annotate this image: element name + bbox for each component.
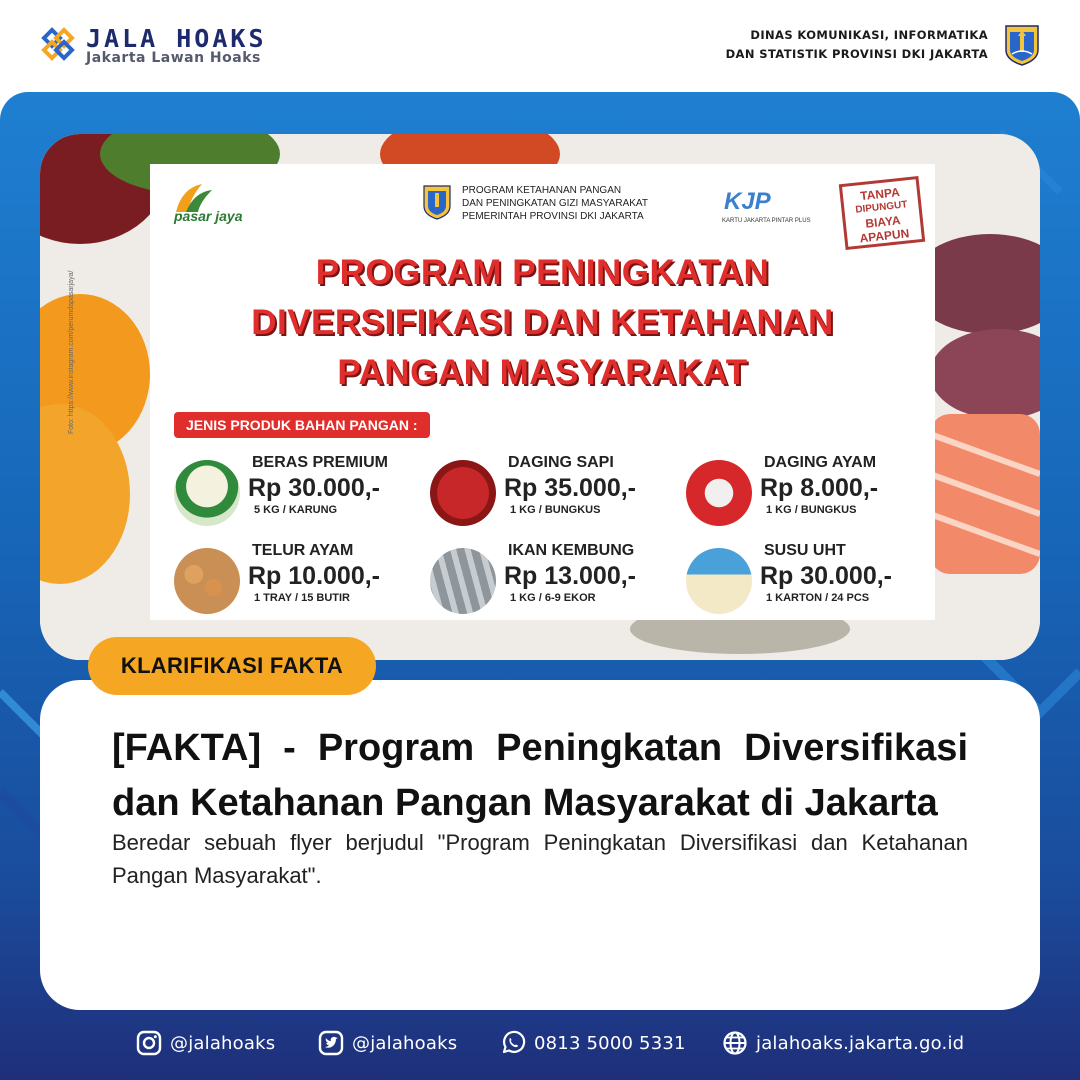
whatsapp-icon <box>500 1030 526 1056</box>
twitter-handle: @jalahoaks <box>352 1032 458 1054</box>
stamp-line-1: TANPA <box>859 185 901 204</box>
stamp-line-4: APAPUN <box>858 226 910 246</box>
product-price: Rp 13.000,- <box>504 562 637 590</box>
product-item <box>686 542 936 622</box>
instagram-icon <box>136 1030 162 1056</box>
headline-line-3: PANGAN MASYARAKAT <box>337 353 748 392</box>
twitter-icon <box>318 1030 344 1056</box>
pasar-jaya-label: pasar jaya <box>174 208 243 224</box>
header <box>0 0 1080 92</box>
stamp-line-2: DIPUNGUT <box>854 199 908 216</box>
dki-emblem-icon <box>422 184 452 220</box>
eggs-image <box>174 548 240 614</box>
headline-line-1: PROGRAM PENINGKATAN <box>315 253 770 292</box>
agency-name <box>726 26 988 64</box>
free-of-charge-stamp <box>839 176 925 250</box>
product-price: Rp 35.000,- <box>504 474 637 502</box>
product-name: DAGING SAPI <box>508 454 614 471</box>
flyer-photo <box>40 134 1040 660</box>
clarification-badge: KLARIFIKASI FAKTA <box>88 637 376 695</box>
product-unit: 1 KARTON / 24 PCS <box>766 592 870 604</box>
kjp-subtitle: KARTU JAKARTA PINTAR PLUS <box>722 218 811 224</box>
website-url: jalahoaks.jakarta.go.id <box>756 1032 965 1054</box>
product-name: DAGING AYAM <box>764 454 877 471</box>
whatsapp-link[interactable] <box>500 1030 686 1056</box>
product-unit: 1 KG / 6-9 EKOR <box>510 592 596 604</box>
photo-credit: Foto: https://www.instagram.com/perumdapasarjaya/ <box>68 270 75 434</box>
product-types-label: JENIS PRODUK BAHAN PANGAN : <box>174 412 430 438</box>
product-unit: 5 KG / KARUNG <box>254 504 338 516</box>
brand-title: JALA HOAKS <box>86 24 267 53</box>
kjp-logo: KJP <box>724 188 771 215</box>
beef-image <box>430 460 496 526</box>
product-item <box>430 542 680 622</box>
fish-image <box>430 548 496 614</box>
article-description: Beredar sebuah flyer berjudul "Program Peningkatan Diversifikasi dan Ketahanan Pangan Masyarakat". <box>112 830 968 888</box>
flyer <box>150 164 935 620</box>
product-price: Rp 30.000,- <box>248 474 381 502</box>
instagram-link[interactable] <box>136 1030 275 1056</box>
product-name: TELUR AYAM <box>252 542 354 559</box>
agency-line-1: DINAS KOMUNIKASI, INFORMATIKA <box>750 28 988 42</box>
flyer-headline <box>150 248 935 398</box>
footer <box>0 1018 1080 1068</box>
product-unit: 1 KG / BUNGKUS <box>510 504 601 516</box>
product-unit: 1 KG / BUNGKUS <box>766 504 857 516</box>
program-text <box>462 184 648 223</box>
product-name: SUSU UHT <box>764 542 846 559</box>
globe-icon <box>722 1030 748 1056</box>
twitter-link[interactable] <box>318 1030 457 1056</box>
stamp-line-3: BIAYA <box>864 213 902 231</box>
instagram-handle: @jalahoaks <box>170 1032 276 1054</box>
product-item <box>174 542 424 622</box>
product-price: Rp 8.000,- <box>760 474 879 502</box>
headline-line-2: DIVERSIFIKASI DAN KETAHANAN <box>251 303 834 342</box>
dki-emblem-icon <box>1004 24 1040 66</box>
milk-image <box>686 548 752 614</box>
brand-subtitle: Jakarta Lawan Hoaks <box>86 50 261 66</box>
product-name: IKAN KEMBUNG <box>508 542 635 559</box>
product-item <box>686 454 936 534</box>
agency-line-2: DAN STATISTIK PROVINSI DKI JAKARTA <box>725 47 988 61</box>
article-title: [FAKTA] - Program Peningkatan Diversifikasi dan Ketahanan Pangan Masyarakat di Jakarta <box>112 727 968 824</box>
program-line-2: DAN PENINGKATAN GIZI MASYARAKAT <box>462 198 648 209</box>
program-line-1: PROGRAM KETAHANAN PANGAN <box>462 185 622 196</box>
product-item <box>174 454 424 534</box>
product-unit: 1 TRAY / 15 BUTIR <box>254 592 350 604</box>
rice-image <box>174 460 240 526</box>
chicken-image <box>686 460 752 526</box>
jalahoaks-logo-icon <box>38 24 78 64</box>
program-line-3: PEMERINTAH PROVINSI DKI JAKARTA <box>462 211 644 222</box>
product-price: Rp 30.000,- <box>760 562 893 590</box>
whatsapp-number: 0813 5000 5331 <box>534 1032 686 1054</box>
product-item <box>430 454 680 534</box>
product-price: Rp 10.000,- <box>248 562 381 590</box>
website-link[interactable] <box>722 1030 964 1056</box>
product-name: BERAS PREMIUM <box>252 454 389 471</box>
